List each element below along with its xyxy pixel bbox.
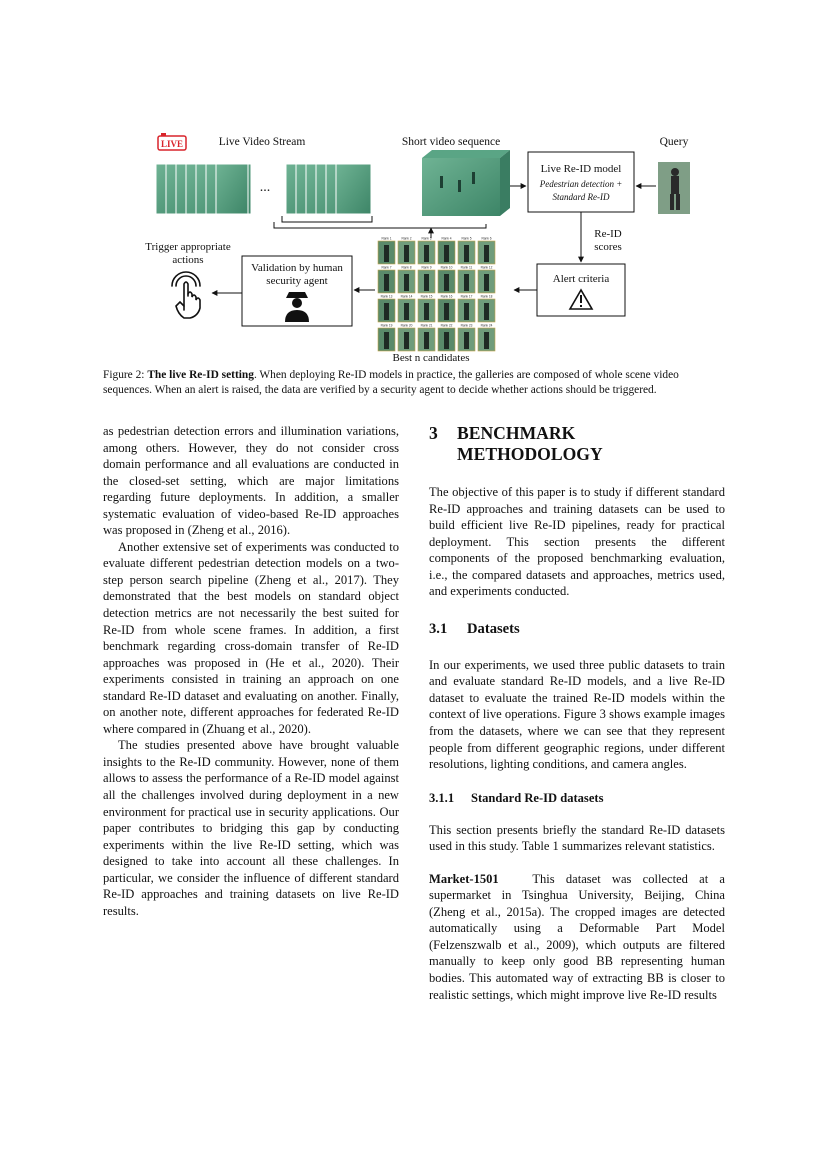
live-badge-text: LIVE [160, 139, 184, 149]
candidate-thumbnail [418, 295, 435, 323]
subsection-number: 3.1 [429, 620, 448, 637]
subsubsection-paragraph: This section presents briefly the standard Re-ID datasets used in this study. Table 1 summarizes relevant statistics. [429, 822, 725, 854]
candidate-thumbnail [458, 324, 475, 352]
left-paragraph-1: as pedestrian detection errors and illumination variations, among others. However, they do not consider cross domain performance and all evaluations are conducted in the closed-set setting, which are major limitations regarding future deployments. In addition, a smaller systematic evaluation of video-based Re-ID approaches was proposed in (Zheng et al., 2016). [103, 424, 399, 538]
subsubsection-heading [429, 790, 725, 806]
stream-ellipsis: ... [259, 180, 271, 195]
candidate-rank-label: Rank 23 [460, 323, 473, 328]
hand-touch-icon [172, 272, 200, 318]
left-column [103, 423, 399, 919]
candidate-rank-label: Rank 14 [400, 294, 413, 299]
query-image [658, 162, 690, 214]
market-text: This dataset was collected at a supermarket in Tsinghua University, Beijing, China (Zheng et al., 2015a). The cropped images are detected automatically using a Deformable Part Model (Felzenszwalb et al., 2009), which outputs are filtered manually to keep only good BB representing human bodies. This automated way of extracting BB is closer to realistic settings, which might improve live Re-ID results [429, 871, 725, 1002]
trigger-line1: Trigger appropriate [145, 241, 231, 253]
candidate-thumbnail [478, 324, 495, 352]
candidate-rank-label: Rank 22 [440, 323, 453, 328]
candidate-thumbnail [438, 324, 455, 352]
candidate-thumbnail [478, 266, 495, 294]
candidate-thumbnail [418, 237, 435, 265]
candidate-thumbnail [478, 237, 495, 265]
candidate-rank-label: Rank 17 [460, 294, 473, 299]
candidate-rank-label: Rank 21 [420, 323, 433, 328]
candidate-thumbnail [378, 266, 395, 294]
validation-line2: security agent [266, 275, 328, 287]
video-frames-stack-2 [286, 164, 371, 214]
section-number: 3 [429, 423, 438, 443]
candidate-rank-label: Rank 20 [400, 323, 413, 328]
figure-live-reid-setting [100, 128, 727, 368]
subsection-heading [429, 620, 725, 638]
live-stream-label: Live Video Stream [218, 136, 306, 148]
reid-model-title: Live Re-ID model [540, 163, 622, 175]
market-run-head: Market-1501 [429, 871, 499, 886]
market-paragraph [429, 871, 725, 1003]
candidate-rank-label: Rank 1 [381, 236, 392, 241]
subsection-paragraph: In our experiments, we used three public datasets to train and evaluate standard Re-ID models, and a live Re-ID dataset to evaluate the trained Re-ID models within the context of live operations. Figure 3 shows example images from the datasets, where we can see that they represent people from different geographic regions, under different resolutions, lighting conditions, and camera angles. [429, 657, 725, 772]
reid-scores-line2: scores [594, 241, 622, 253]
candidate-rank-label: Rank 15 [420, 294, 433, 299]
candidate-thumbnail [398, 295, 415, 323]
section-heading [429, 423, 725, 465]
live-badge-icon [158, 133, 186, 150]
candidate-rank-label: Rank 6 [481, 236, 492, 241]
trigger-line2: actions [172, 254, 204, 266]
left-paragraph-3: The studies presented above have brought valuable insights to the Re-ID community. However, none of them allows to assess the performance of a Re-ID model against all the challenges involved during deployment in a new environment for practical use in security applications. Our paper contributes to bridging this gap by conducting experiments within the live Re-ID setting, which was designed to take into account all these challenges. In particular, we consider the influence of different standard Re-ID approaches and training datasets on live Re-ID results. [103, 738, 399, 918]
figure-caption [103, 368, 725, 398]
caption-label: Figure 2: [103, 369, 145, 381]
query-label: Query [659, 136, 689, 148]
reid-model-sub1: Pedestrian detection + [539, 179, 623, 189]
candidate-thumbnail [418, 266, 435, 294]
section-title-line1: BENCHMARK [457, 423, 576, 443]
subsection-title: Datasets [467, 620, 520, 637]
candidate-rank-label: Rank 5 [461, 236, 472, 241]
short-video-label: Short video sequence [401, 136, 501, 148]
candidate-thumbnail [378, 295, 395, 323]
candidate-rank-label: Rank 24 [480, 323, 493, 328]
candidate-rank-label: Rank 4 [441, 236, 452, 241]
candidate-rank-label: Rank 3 [421, 236, 432, 241]
candidate-rank-label: Rank 13 [380, 294, 393, 299]
candidate-thumbnail [378, 324, 395, 352]
candidate-thumbnail [418, 324, 435, 352]
candidate-thumbnail [438, 237, 455, 265]
short-video-cube [422, 150, 510, 216]
candidate-thumbnail [458, 295, 475, 323]
caption-title: The live Re-ID setting [147, 369, 254, 381]
reid-model-sub2: Standard Re-ID [552, 192, 610, 202]
right-column [429, 423, 725, 1003]
caption-text: . When deploying Re-ID models in practice, the galleries are composed of whole scene video sequences. When an alert is raised, the data are verified by a security agent to decide whether actions should be triggered. [103, 369, 679, 396]
candidate-thumbnail [398, 324, 415, 352]
candidate-thumbnail [458, 266, 475, 294]
subsubsection-number: 3.1.1 [429, 790, 455, 805]
candidate-rank-label: Rank 11 [460, 265, 473, 270]
section-paragraph: The objective of this paper is to study if different standard Re-ID approaches and training datasets can be used to build efficient live Re-ID pipelines, ready for practical deployment. This section presents the different components of the proposed benchmarking evaluation, i.e., the compared datasets and approaches, metrics used, and experiments conducted. [429, 485, 725, 599]
validation-line1: Validation by human [251, 262, 343, 274]
candidate-thumbnail [458, 237, 475, 265]
candidate-rank-label: Rank 2 [401, 236, 412, 241]
alert-criteria-label: Alert criteria [552, 273, 610, 285]
left-paragraph-2: Another extensive set of experiments was conducted to evaluate different pedestrian detection models on a two-step person search pipeline (Zheng et al., 2017). They demonstrated that the best models on standard object detection metrics are not necessarily the best suited for Re-ID from whole scene frames. In addition, a first benchmark regarding cross-domain transfer of Re-ID approaches was proposed in (He et al., 2020). Their experiments consisted in training an approach on one standard Re-ID dataset and evaluating on another. Finally, on another note, different approaches for federated Re-ID where compared in (Zhuang et al., 2020). [103, 539, 399, 736]
section-title-line2: METHODOLOGY [457, 444, 603, 464]
reid-scores-line1: Re-ID [594, 228, 622, 240]
best-candidates-grid [378, 237, 495, 352]
candidate-rank-label: Rank 16 [440, 294, 453, 299]
candidate-thumbnail [478, 295, 495, 323]
subsubsection-title: Standard Re-ID datasets [471, 790, 604, 805]
candidate-rank-label: Rank 8 [401, 265, 412, 270]
candidate-thumbnail [438, 295, 455, 323]
candidate-thumbnail [438, 266, 455, 294]
candidate-rank-label: Rank 10 [440, 265, 453, 270]
candidate-rank-label: Rank 18 [480, 294, 493, 299]
video-frames-stack-1 [156, 164, 251, 214]
candidate-rank-label: Rank 7 [381, 265, 392, 270]
candidate-thumbnail [378, 237, 395, 265]
candidate-thumbnail [398, 266, 415, 294]
candidate-rank-label: Rank 12 [480, 265, 493, 270]
best-candidates-label: Best n candidates [392, 352, 470, 364]
candidate-thumbnail [398, 237, 415, 265]
candidate-rank-label: Rank 19 [380, 323, 393, 328]
candidate-rank-label: Rank 9 [421, 265, 432, 270]
